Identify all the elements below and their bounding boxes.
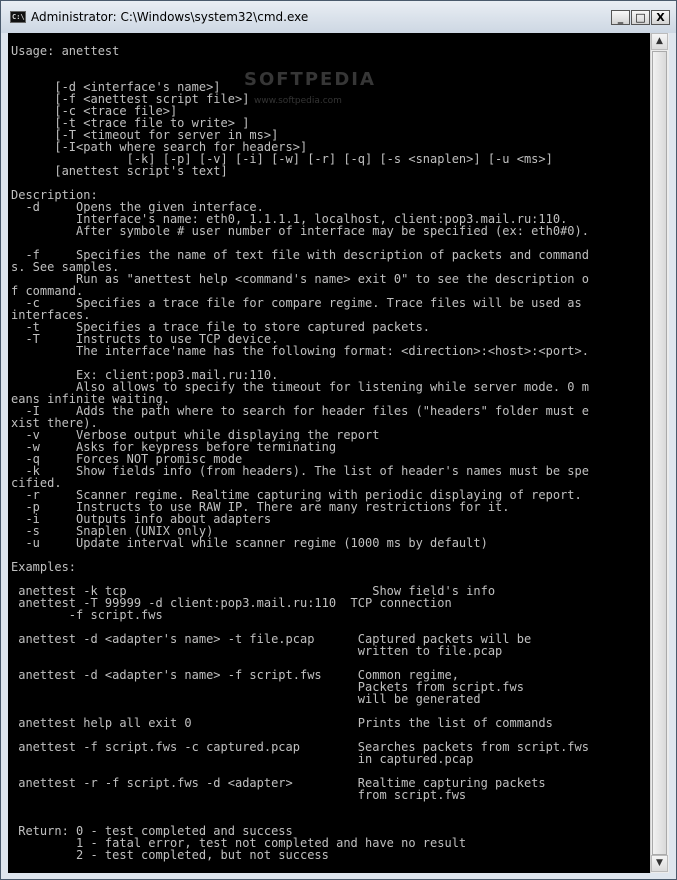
console-line: anettest -d <adapter's name> -t file.pcap Captured packets will be xyxy=(11,632,532,646)
minimize-button[interactable]: _ xyxy=(611,10,630,25)
console-line: Examples: xyxy=(11,560,77,574)
console-line: [-d <interface's name>] xyxy=(11,80,221,94)
console-line: Interface's name: eth0, 1.1.1.1, localhost, client:pop3.mail.ru:110. xyxy=(11,212,568,226)
console-line: written to file.pcap xyxy=(11,644,503,658)
console-line: [-f <anettest script file>] xyxy=(11,92,250,106)
console-line: -f Specifies the name of text file with description of packets and command xyxy=(11,248,589,262)
console-line: anettest -r -f script.fws -d <adapter> Realtime capturing packets xyxy=(11,776,546,790)
console-line: -T Instructs to use TCP device. xyxy=(11,332,279,346)
console-line: The interface'name has the following format: <direction>:<host>:<port>. xyxy=(11,344,589,358)
watermark-url: www.softpedia.com xyxy=(254,96,342,106)
console-line: Usage: anettest xyxy=(11,44,120,58)
scroll-up-button[interactable]: ▲ xyxy=(651,33,668,50)
watermark-logo: SOFTPEDIA xyxy=(244,69,376,90)
console-line: -q Forces NOT promisc mode xyxy=(11,452,243,466)
console-line: f command. xyxy=(11,284,84,298)
console-line: -k Show fields info (from headers). The list of header's names must be spe xyxy=(11,464,589,478)
console-line: 2 - test completed, but not success xyxy=(11,848,329,862)
console-line: -d Opens the given interface. xyxy=(11,200,264,214)
console-line: -v Verbose output while displaying the report xyxy=(11,428,380,442)
console-line: anettest help all exit 0 Prints the list of commands xyxy=(11,716,553,730)
console-line: -r Scanner regime. Realtime capturing with periodic displaying of report. xyxy=(11,488,582,502)
console-line: s. See samples. xyxy=(11,260,120,274)
console-line xyxy=(11,57,650,69)
console-line: from script.fws xyxy=(11,788,467,802)
console-line: anettest -T 99999 -d client:pop3.mail.ru:110 TCP connection xyxy=(11,596,452,610)
console-line: -p Instructs to use RAW IP. There are many restrictions for it. xyxy=(11,500,510,514)
console-line: Description: xyxy=(11,188,98,202)
console-line: [-t <trace file to write> ] xyxy=(11,116,250,130)
console-output[interactable] xyxy=(8,33,650,873)
console-line: 1 - fatal error, test not completed and have no result xyxy=(11,836,467,850)
console-line: Ex: client:pop3.mail.ru:110. xyxy=(11,368,279,382)
console-line: Also allows to specify the timeout for listening while server mode. 0 m xyxy=(11,380,589,394)
console-line xyxy=(11,801,650,813)
maximize-button[interactable]: □ xyxy=(631,10,650,25)
console-line: -t Specifies a trace file to store captured packets. xyxy=(11,320,431,334)
console-line: -s Snaplen (UNIX only) xyxy=(11,524,214,538)
console-line: [-I<path where search for headers>] xyxy=(11,140,308,154)
console-line: will be generated xyxy=(11,692,481,706)
console-line: -u Update interval while scanner regime (1000 ms by default) xyxy=(11,536,488,550)
console-line: After symbole # user number of interface may be specified (ex: eth0#0). xyxy=(11,224,589,238)
console-line: xist there). xyxy=(11,416,98,430)
cmd-app-icon[interactable]: C:\ xyxy=(12,13,25,21)
console-line: Run as "anettest help <command's name> exit 0" to see the description o xyxy=(11,272,589,286)
console-line: anettest -d <adapter's name> -f script.fws Common regime, xyxy=(11,668,459,682)
console-line: [-c <trace file>] xyxy=(11,104,178,118)
console-line: eans infinite waiting. xyxy=(11,392,170,406)
vertical-scrollbar[interactable] xyxy=(650,33,669,873)
console-line: cified. xyxy=(11,476,62,490)
console-line: -c Specifies a trace file for compare regime. Trace files will be used as xyxy=(11,296,582,310)
console-line: Packets from script.fws xyxy=(11,680,524,694)
console-line: interfaces. xyxy=(11,308,91,322)
console-line: [anettest script's text] xyxy=(11,164,228,178)
scroll-thumb[interactable] xyxy=(652,51,667,855)
console-line: anettest -f script.fws -c captured.pcap Searches packets from script.fws xyxy=(11,740,589,754)
console-line: -I Adds the path where to search for header files ("headers" folder must e xyxy=(11,404,589,418)
close-button[interactable]: X xyxy=(651,10,670,25)
console-line: anettest -k tcp Show field's info xyxy=(11,584,496,598)
window-title: Administrator: C:\Windows\system32\cmd.exe xyxy=(31,10,309,24)
title-bar[interactable] xyxy=(1,1,676,33)
console-line: in captured.pcap xyxy=(11,752,474,766)
console-line: [-k] [-p] [-v] [-i] [-w] [-r] [-q] [-s <snaplen>] [-u <ms>] xyxy=(11,152,553,166)
console-line: -w Asks for keypress before terminating xyxy=(11,440,337,454)
console-line: -f script.fws xyxy=(11,608,163,622)
console-line: [-T <timeout for server in ms>] xyxy=(11,128,279,142)
console-line: Return: 0 - test completed and success xyxy=(11,824,293,838)
console-text xyxy=(8,33,650,861)
scroll-down-button[interactable]: ▼ xyxy=(651,855,668,872)
console-line xyxy=(11,549,650,561)
console-line: -i Outputs info about adapters xyxy=(11,512,272,526)
console-line xyxy=(11,177,650,189)
